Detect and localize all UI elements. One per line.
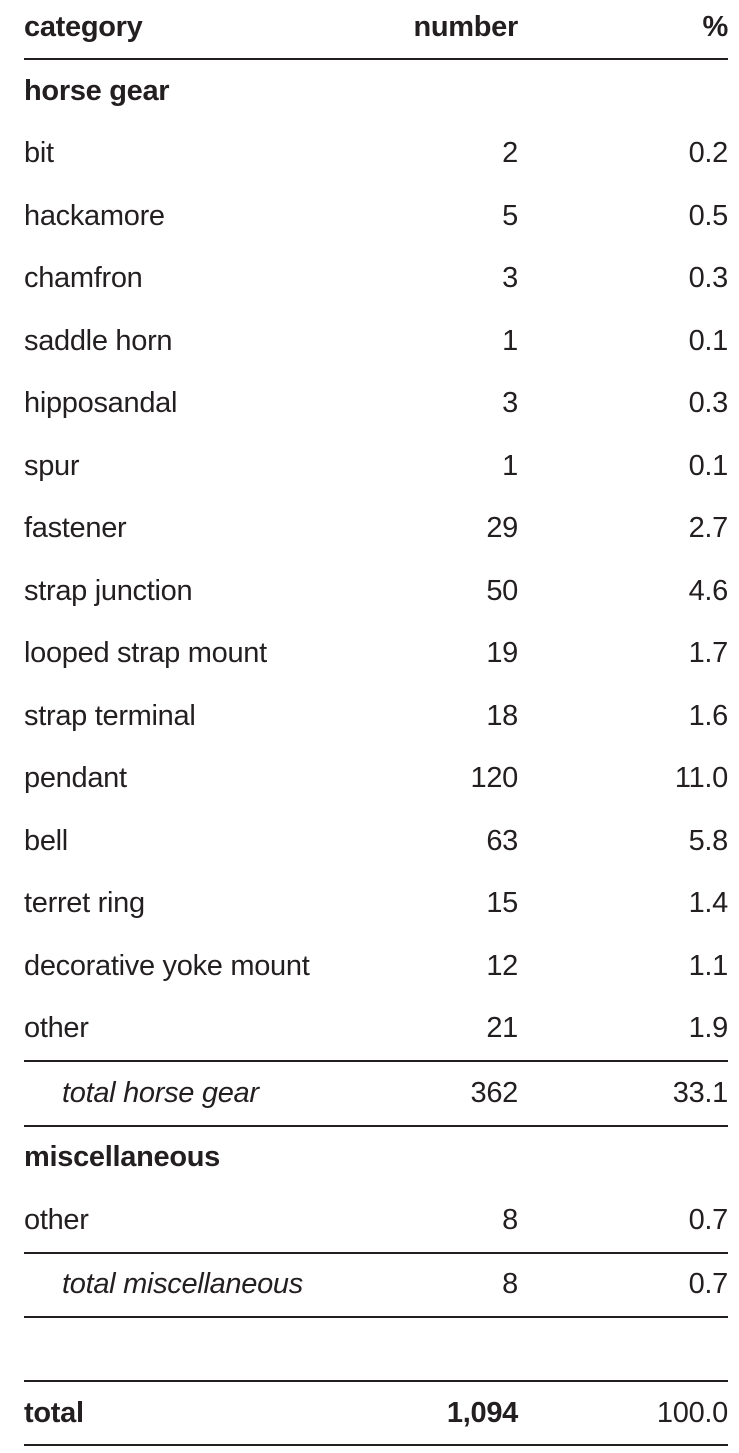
number-cell: 15 xyxy=(486,887,518,920)
subtotal-row xyxy=(24,1253,728,1318)
section-title: horse gear xyxy=(24,74,170,107)
subtotal-number: 362 xyxy=(470,1076,518,1109)
subtotal-label: total miscellaneous xyxy=(62,1268,303,1301)
table-row xyxy=(24,373,728,436)
table-row xyxy=(24,748,728,811)
category-cell: other xyxy=(24,1012,89,1045)
empty-cell xyxy=(518,1317,728,1381)
category-cell: hackamore xyxy=(24,199,165,232)
column-header-percent: % xyxy=(702,10,728,43)
category-cell: hipposandal xyxy=(24,387,178,420)
category-cell: decorative yoke mount xyxy=(24,949,310,982)
number-cell: 3 xyxy=(502,387,518,420)
table-row xyxy=(24,560,728,623)
number-cell: 50 xyxy=(486,574,518,607)
percent-cell: 0.5 xyxy=(688,199,728,232)
percent-cell: 4.6 xyxy=(688,574,728,607)
percent-cell: 0.3 xyxy=(688,262,728,295)
empty-cell xyxy=(380,1126,518,1190)
category-cell: other xyxy=(24,1203,89,1236)
number-cell: 2 xyxy=(502,137,518,170)
category-cell: bit xyxy=(24,137,54,170)
subtotal-label: total horse gear xyxy=(62,1076,259,1109)
category-cell: terret ring xyxy=(24,887,145,920)
percent-cell: 0.3 xyxy=(688,387,728,420)
table-row xyxy=(24,310,728,373)
subtotal-percent: 33.1 xyxy=(672,1076,728,1109)
number-cell: 18 xyxy=(486,699,518,732)
spacer-row xyxy=(24,1317,728,1381)
number-cell: 1 xyxy=(502,449,518,482)
table-row xyxy=(24,123,728,186)
table-row xyxy=(24,998,728,1062)
column-header-number: number xyxy=(413,10,518,43)
table-row xyxy=(24,1189,728,1253)
category-cell: strap junction xyxy=(24,574,193,607)
percent-cell: 11.0 xyxy=(674,762,728,795)
table-body xyxy=(24,59,728,1445)
empty-cell xyxy=(380,59,518,123)
table-row xyxy=(24,185,728,248)
percent-cell: 0.2 xyxy=(688,137,728,170)
table-row xyxy=(24,873,728,936)
number-cell: 21 xyxy=(486,1012,518,1045)
percent-cell: 0.7 xyxy=(688,1203,728,1236)
percent-cell: 5.8 xyxy=(688,824,728,857)
percent-cell: 1.4 xyxy=(688,887,728,920)
category-table xyxy=(24,0,728,1446)
category-cell: bell xyxy=(24,824,68,857)
number-cell: 8 xyxy=(502,1203,518,1236)
table-row xyxy=(24,248,728,311)
section-title: miscellaneous xyxy=(24,1141,220,1174)
grand-total-row xyxy=(24,1381,728,1445)
category-cell: spur xyxy=(24,449,80,482)
category-cell: saddle horn xyxy=(24,324,173,357)
number-cell: 29 xyxy=(486,512,518,545)
subtotal-row xyxy=(24,1061,728,1126)
subtotal-number: 8 xyxy=(502,1268,518,1301)
empty-cell xyxy=(518,1126,728,1190)
percent-cell: 0.1 xyxy=(688,449,728,482)
number-cell: 1 xyxy=(502,324,518,357)
table-row xyxy=(24,435,728,498)
grand-total-label: total xyxy=(24,1396,84,1429)
category-cell: strap terminal xyxy=(24,699,196,732)
grand-total-number: 1,094 xyxy=(446,1396,518,1429)
table-row xyxy=(24,498,728,561)
percent-cell: 1.1 xyxy=(688,949,728,982)
grand-total-percent: 100.0 xyxy=(656,1396,728,1429)
table-row xyxy=(24,623,728,686)
category-cell: looped strap mount xyxy=(24,637,267,670)
percent-cell: 1.9 xyxy=(688,1012,728,1045)
empty-cell xyxy=(380,1317,518,1381)
percent-cell: 1.6 xyxy=(688,699,728,732)
number-cell: 63 xyxy=(486,824,518,857)
section-heading-row xyxy=(24,59,728,123)
percent-cell: 1.7 xyxy=(688,637,728,670)
number-cell: 12 xyxy=(486,949,518,982)
number-cell: 5 xyxy=(502,199,518,232)
empty-cell xyxy=(24,1317,380,1381)
percent-cell: 2.7 xyxy=(688,512,728,545)
category-cell: fastener xyxy=(24,512,127,545)
category-cell: pendant xyxy=(24,762,127,795)
table-row xyxy=(24,810,728,873)
table-row xyxy=(24,685,728,748)
section-heading-row xyxy=(24,1126,728,1190)
number-cell: 3 xyxy=(502,262,518,295)
category-cell: chamfron xyxy=(24,262,143,295)
number-cell: 120 xyxy=(470,762,518,795)
percent-cell: 0.1 xyxy=(688,324,728,357)
empty-cell xyxy=(518,59,728,123)
number-cell: 19 xyxy=(486,637,518,670)
table-header-row xyxy=(24,0,728,59)
subtotal-percent: 0.7 xyxy=(688,1268,728,1301)
table-row xyxy=(24,935,728,998)
column-header-category: category xyxy=(24,10,143,43)
